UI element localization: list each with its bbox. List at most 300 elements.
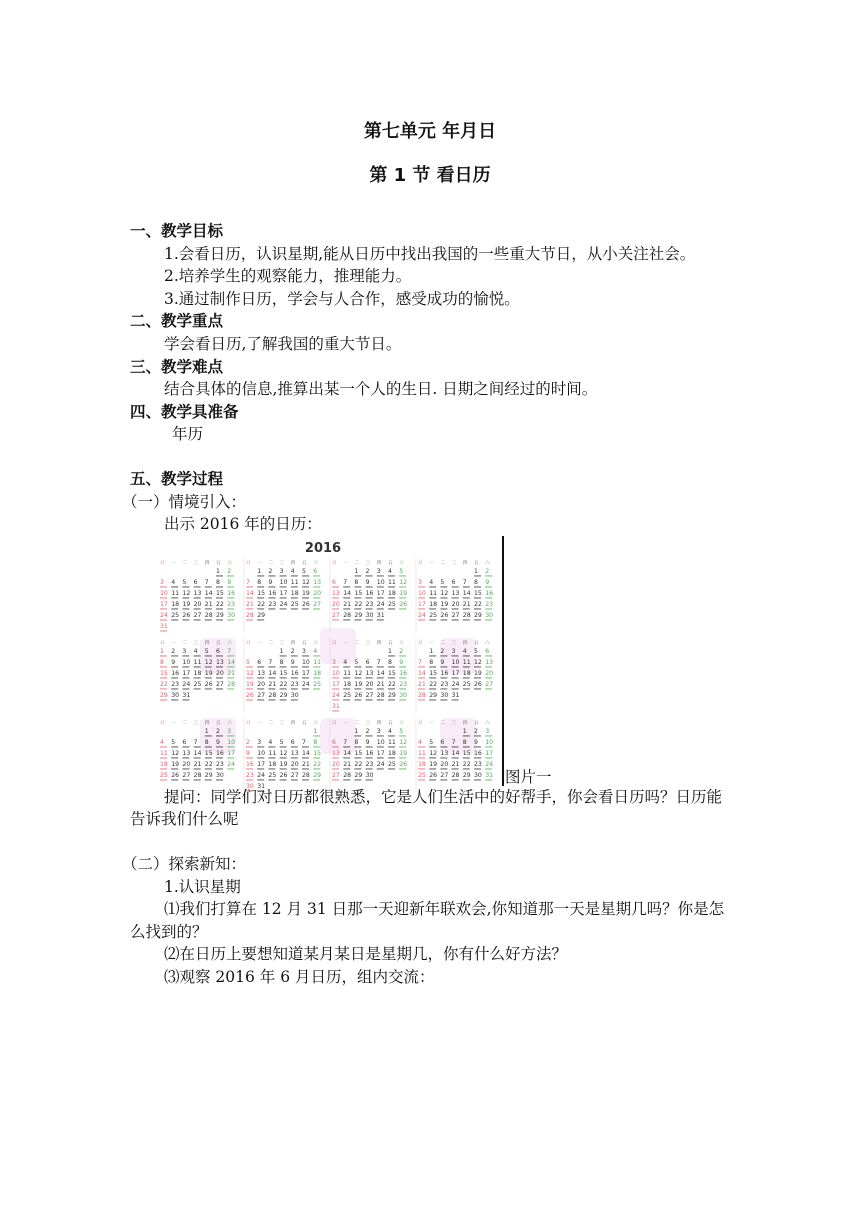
svg-text:14: 14	[204, 589, 213, 597]
svg-text:13: 13	[216, 658, 224, 666]
svg-text:1: 1	[204, 727, 209, 735]
svg-text:1: 1	[160, 647, 164, 655]
svg-text:9: 9	[171, 658, 176, 666]
svg-text:14: 14	[462, 589, 471, 597]
svg-text:4: 4	[290, 567, 295, 575]
svg-text:7: 7	[451, 738, 456, 746]
svg-text:3: 3	[279, 567, 284, 575]
svg-text:20: 20	[365, 680, 374, 688]
svg-text:14: 14	[451, 749, 460, 757]
svg-text:3: 3	[182, 647, 187, 655]
svg-text:一: 一	[429, 640, 434, 646]
svg-text:31: 31	[160, 622, 168, 630]
svg-text:日: 日	[418, 560, 423, 566]
svg-text:13: 13	[485, 658, 494, 666]
svg-text:23: 23	[365, 760, 374, 768]
svg-text:9: 9	[365, 738, 370, 746]
svg-text:23: 23	[440, 680, 449, 688]
svg-text:30: 30	[290, 691, 299, 699]
svg-text:15: 15	[462, 749, 471, 757]
svg-text:29: 29	[257, 611, 266, 619]
svg-text:11: 11	[268, 749, 277, 757]
svg-text:六: 六	[399, 720, 404, 726]
heading-materials: 四、教学具准备	[130, 402, 239, 421]
svg-text:15: 15	[388, 669, 396, 677]
svg-text:5: 5	[429, 738, 434, 746]
svg-text:日: 日	[160, 640, 165, 646]
svg-text:5: 5	[182, 578, 187, 586]
svg-text:二: 二	[268, 640, 273, 646]
svg-text:一: 一	[257, 720, 262, 726]
question-1: ⑴我们打算在 12 月 31 日那一天迎新年联欢会,你知道那一天是星期几吗？你是怎么找到的？	[130, 900, 725, 941]
svg-text:5: 5	[171, 738, 176, 746]
svg-text:30: 30	[365, 771, 374, 779]
svg-text:3: 3	[451, 647, 456, 655]
svg-text:7: 7	[343, 578, 348, 586]
svg-text:24: 24	[376, 600, 385, 608]
svg-text:22: 22	[354, 760, 363, 768]
svg-text:10: 10	[332, 669, 340, 677]
svg-text:20: 20	[313, 589, 322, 597]
svg-text:15: 15	[160, 669, 168, 677]
svg-text:29: 29	[354, 771, 363, 779]
svg-text:24: 24	[332, 691, 340, 699]
svg-text:三: 三	[193, 640, 199, 646]
svg-text:31: 31	[485, 771, 494, 779]
svg-text:10: 10	[376, 578, 385, 586]
svg-text:5: 5	[399, 727, 404, 735]
svg-text:18: 18	[171, 600, 180, 608]
svg-text:30: 30	[246, 782, 254, 790]
svg-text:日: 日	[160, 560, 165, 566]
svg-text:12: 12	[204, 658, 213, 666]
svg-text:10: 10	[302, 658, 310, 666]
svg-text:2: 2	[365, 727, 370, 735]
svg-text:三: 三	[279, 640, 285, 646]
svg-text:15: 15	[216, 589, 224, 597]
svg-text:27: 27	[182, 771, 191, 779]
svg-text:29: 29	[462, 771, 471, 779]
svg-text:23: 23	[485, 600, 494, 608]
svg-text:五: 五	[388, 720, 393, 726]
svg-text:18: 18	[388, 749, 396, 757]
svg-text:日: 日	[246, 720, 251, 726]
svg-text:二: 二	[354, 560, 359, 566]
part2-label: （二）探索新知：	[122, 854, 247, 873]
svg-text:18: 18	[462, 669, 471, 677]
svg-text:3: 3	[418, 578, 422, 586]
svg-text:2: 2	[227, 567, 232, 575]
svg-text:一: 一	[171, 720, 176, 726]
svg-text:28: 28	[268, 691, 277, 699]
svg-text:六: 六	[313, 640, 318, 646]
svg-text:7: 7	[343, 738, 348, 746]
svg-text:二: 二	[440, 720, 445, 726]
svg-text:五: 五	[474, 560, 479, 566]
svg-text:20: 20	[451, 600, 460, 608]
svg-text:日: 日	[332, 720, 337, 726]
svg-text:9: 9	[474, 738, 478, 746]
svg-text:16: 16	[440, 669, 449, 677]
svg-text:1: 1	[354, 567, 359, 575]
svg-text:三: 三	[279, 560, 285, 566]
svg-text:24: 24	[418, 611, 426, 619]
svg-text:28: 28	[227, 680, 236, 688]
svg-text:8: 8	[429, 658, 434, 666]
svg-text:5: 5	[399, 567, 404, 575]
svg-text:17: 17	[332, 680, 340, 688]
svg-text:五: 五	[216, 720, 221, 726]
svg-text:14: 14	[302, 749, 310, 757]
svg-text:31: 31	[182, 691, 191, 699]
svg-text:19: 19	[399, 749, 408, 757]
svg-text:22: 22	[429, 680, 438, 688]
svg-text:10: 10	[376, 738, 385, 746]
svg-text:31: 31	[332, 702, 340, 710]
svg-text:三: 三	[193, 720, 199, 726]
svg-text:8: 8	[313, 738, 318, 746]
svg-text:29: 29	[474, 611, 482, 619]
svg-text:25: 25	[388, 600, 396, 608]
svg-text:17: 17	[485, 749, 494, 757]
svg-text:26: 26	[399, 760, 408, 768]
svg-text:18: 18	[160, 760, 168, 768]
svg-text:10: 10	[257, 749, 266, 757]
svg-text:一: 一	[171, 640, 176, 646]
svg-text:5: 5	[354, 658, 359, 666]
svg-text:26: 26	[429, 771, 438, 779]
svg-text:15: 15	[257, 589, 266, 597]
svg-text:17: 17	[257, 760, 266, 768]
svg-text:四: 四	[462, 720, 468, 726]
svg-text:26: 26	[354, 691, 363, 699]
svg-text:23: 23	[268, 600, 277, 608]
svg-text:24: 24	[485, 760, 494, 768]
svg-text:二: 二	[354, 720, 359, 726]
svg-text:19: 19	[440, 600, 449, 608]
svg-text:16: 16	[290, 669, 299, 677]
difficulties-text: 结合具体的信息,推算出某一个人的生日. 日期之间经过的时间。	[164, 380, 598, 399]
svg-text:4: 4	[388, 567, 392, 575]
svg-text:20: 20	[290, 760, 299, 768]
svg-text:11: 11	[343, 669, 352, 677]
svg-text:日: 日	[332, 640, 337, 646]
svg-text:六: 六	[227, 720, 232, 726]
svg-text:三: 三	[451, 720, 457, 726]
svg-text:16: 16	[399, 669, 408, 677]
svg-text:15: 15	[204, 749, 213, 757]
svg-text:1: 1	[462, 727, 467, 735]
svg-text:28: 28	[418, 691, 426, 699]
svg-text:2: 2	[399, 647, 404, 655]
svg-text:30: 30	[365, 611, 374, 619]
svg-text:26: 26	[399, 600, 408, 608]
svg-text:17: 17	[376, 749, 385, 757]
calendar-year: 2016	[304, 540, 342, 556]
svg-text:27: 27	[485, 680, 494, 688]
svg-text:27: 27	[451, 611, 460, 619]
svg-text:1: 1	[313, 727, 318, 735]
svg-text:27: 27	[257, 691, 266, 699]
svg-text:四: 四	[376, 720, 382, 726]
svg-text:六: 六	[485, 640, 490, 646]
svg-text:7: 7	[246, 578, 250, 586]
svg-text:17: 17	[182, 669, 191, 677]
svg-text:12: 12	[182, 589, 191, 597]
calendar-figure	[130, 536, 732, 790]
svg-text:二: 二	[268, 720, 273, 726]
svg-text:9: 9	[268, 578, 273, 586]
svg-text:一: 一	[257, 640, 262, 646]
svg-text:28: 28	[246, 611, 254, 619]
svg-text:31: 31	[257, 782, 266, 790]
svg-text:24: 24	[302, 680, 310, 688]
svg-text:10: 10	[227, 738, 236, 746]
svg-text:26: 26	[204, 680, 213, 688]
svg-text:六: 六	[485, 720, 490, 726]
svg-text:12: 12	[279, 749, 288, 757]
svg-text:四: 四	[376, 640, 382, 646]
svg-text:21: 21	[376, 680, 385, 688]
svg-text:六: 六	[313, 560, 318, 566]
svg-text:1: 1	[354, 727, 359, 735]
svg-text:20: 20	[485, 669, 494, 677]
svg-text:21: 21	[193, 760, 202, 768]
svg-text:3: 3	[376, 727, 381, 735]
svg-text:1: 1	[216, 567, 220, 575]
svg-text:10: 10	[182, 658, 191, 666]
svg-text:16: 16	[227, 589, 236, 597]
svg-text:25: 25	[418, 771, 426, 779]
svg-text:六: 六	[227, 560, 232, 566]
svg-text:29: 29	[160, 691, 168, 699]
svg-text:8: 8	[354, 738, 359, 746]
svg-text:17: 17	[227, 749, 236, 757]
svg-text:18: 18	[429, 600, 438, 608]
svg-text:25: 25	[160, 771, 168, 779]
svg-text:二: 二	[182, 720, 187, 726]
svg-text:11: 11	[160, 749, 168, 757]
svg-text:5: 5	[474, 647, 478, 655]
svg-text:6: 6	[257, 658, 262, 666]
svg-text:11: 11	[462, 658, 471, 666]
svg-text:16: 16	[365, 749, 374, 757]
svg-text:27: 27	[365, 691, 374, 699]
svg-text:6: 6	[365, 658, 370, 666]
svg-text:23: 23	[171, 680, 180, 688]
svg-text:2: 2	[246, 738, 250, 746]
svg-text:6: 6	[440, 738, 445, 746]
svg-text:19: 19	[302, 589, 310, 597]
svg-text:9: 9	[290, 658, 295, 666]
svg-text:24: 24	[279, 600, 288, 608]
svg-text:25: 25	[388, 760, 396, 768]
svg-text:四: 四	[204, 560, 210, 566]
svg-text:20: 20	[440, 760, 449, 768]
svg-text:16: 16	[171, 669, 180, 677]
objective-3: 3.通过制作日历，学会与人合作，感受成功的愉悦。	[164, 289, 520, 308]
svg-text:5: 5	[279, 738, 284, 746]
svg-text:14: 14	[343, 589, 352, 597]
svg-text:1: 1	[279, 647, 284, 655]
svg-text:1: 1	[257, 567, 262, 575]
svg-text:11: 11	[290, 578, 299, 586]
svg-text:五: 五	[474, 640, 479, 646]
svg-text:30: 30	[227, 611, 236, 619]
svg-text:24: 24	[451, 680, 460, 688]
svg-text:23: 23	[474, 760, 482, 768]
heading-difficulties: 三、教学难点	[130, 357, 224, 376]
svg-text:18: 18	[343, 680, 352, 688]
svg-text:16: 16	[485, 589, 494, 597]
svg-text:11: 11	[388, 578, 396, 586]
svg-text:一: 一	[343, 560, 348, 566]
svg-text:19: 19	[279, 760, 288, 768]
svg-text:25: 25	[343, 691, 352, 699]
svg-text:18: 18	[193, 669, 202, 677]
svg-text:三: 三	[365, 720, 371, 726]
svg-text:17: 17	[302, 669, 310, 677]
svg-text:3: 3	[332, 658, 336, 666]
svg-text:30: 30	[216, 771, 224, 779]
svg-text:2: 2	[440, 647, 445, 655]
svg-text:5: 5	[204, 647, 209, 655]
svg-text:23: 23	[399, 680, 408, 688]
svg-text:21: 21	[462, 600, 471, 608]
show-calendar-text: 出示 2016 年的日历：	[164, 515, 322, 534]
svg-text:21: 21	[204, 600, 213, 608]
svg-text:4: 4	[429, 578, 434, 586]
svg-text:一: 一	[429, 720, 434, 726]
svg-text:31: 31	[451, 691, 460, 699]
svg-text:20: 20	[332, 600, 340, 608]
svg-text:15: 15	[474, 589, 482, 597]
heading-key-points: 二、教学重点	[130, 312, 224, 331]
svg-text:四: 四	[204, 720, 210, 726]
svg-text:14: 14	[343, 749, 352, 757]
svg-text:9: 9	[485, 578, 490, 586]
svg-text:10: 10	[279, 578, 288, 586]
svg-text:五: 五	[302, 640, 307, 646]
svg-text:4: 4	[268, 738, 273, 746]
svg-text:一: 一	[257, 560, 262, 566]
section-title: 第 1 节 看日历	[369, 165, 491, 186]
svg-text:一: 一	[429, 560, 434, 566]
svg-text:一: 一	[171, 560, 176, 566]
svg-text:24: 24	[160, 611, 168, 619]
svg-text:7: 7	[204, 578, 209, 586]
svg-text:10: 10	[160, 589, 168, 597]
svg-text:6: 6	[451, 578, 456, 586]
svg-text:25: 25	[268, 771, 277, 779]
svg-text:8: 8	[160, 658, 164, 666]
svg-text:4: 4	[388, 727, 392, 735]
svg-text:3: 3	[485, 727, 490, 735]
svg-text:四: 四	[290, 560, 296, 566]
objective-2: 2.培养学生的观察能力，推理能力。	[164, 267, 412, 286]
svg-text:27: 27	[193, 611, 202, 619]
svg-text:18: 18	[290, 589, 299, 597]
svg-text:10: 10	[418, 589, 426, 597]
materials-text: 年历	[172, 425, 204, 444]
svg-text:25: 25	[462, 680, 471, 688]
svg-text:一: 一	[343, 720, 348, 726]
svg-text:三: 三	[451, 640, 457, 646]
svg-text:23: 23	[365, 600, 374, 608]
svg-text:19: 19	[246, 680, 254, 688]
svg-text:31: 31	[376, 611, 385, 619]
svg-text:25: 25	[290, 600, 299, 608]
svg-text:21: 21	[343, 600, 352, 608]
item1-label: 1.认识星期	[164, 877, 241, 896]
objective-1: 1.会看日历，认识星期,能从日历中找出我国的一些重大节日，从小关注社会。	[164, 244, 696, 263]
svg-text:2: 2	[216, 727, 220, 735]
svg-text:12: 12	[440, 589, 449, 597]
svg-text:六: 六	[313, 720, 318, 726]
svg-text:26: 26	[440, 611, 449, 619]
svg-text:26: 26	[302, 600, 310, 608]
svg-text:30: 30	[171, 691, 180, 699]
svg-text:二: 二	[440, 560, 445, 566]
svg-text:六: 六	[399, 560, 404, 566]
svg-text:4: 4	[462, 647, 467, 655]
svg-text:20: 20	[193, 600, 202, 608]
heading-objectives: 一、教学目标	[130, 222, 224, 240]
svg-text:5: 5	[246, 658, 250, 666]
svg-text:4: 4	[343, 658, 348, 666]
svg-text:日: 日	[418, 640, 423, 646]
svg-text:25: 25	[313, 680, 322, 688]
svg-text:17: 17	[451, 669, 460, 677]
svg-text:9: 9	[365, 578, 370, 586]
svg-text:8: 8	[216, 578, 220, 586]
svg-text:19: 19	[171, 760, 180, 768]
svg-text:3: 3	[376, 567, 381, 575]
key-points-text: 学会看日历,了解我国的重大节日。	[164, 334, 402, 353]
svg-text:12: 12	[474, 658, 482, 666]
svg-text:13: 13	[182, 749, 191, 757]
svg-text:7: 7	[418, 658, 422, 666]
svg-text:11: 11	[313, 658, 322, 666]
svg-text:21: 21	[343, 760, 352, 768]
svg-text:13: 13	[365, 669, 374, 677]
svg-text:28: 28	[376, 691, 385, 699]
svg-text:二: 二	[440, 640, 445, 646]
svg-text:15: 15	[429, 669, 438, 677]
svg-text:日: 日	[160, 720, 165, 726]
question-2: ⑵在日历上要想知道某月某日是星期几，你有什么好方法？	[164, 945, 568, 964]
svg-text:3: 3	[257, 738, 262, 746]
svg-text:24: 24	[227, 760, 236, 768]
svg-text:五: 五	[388, 640, 393, 646]
svg-text:14: 14	[193, 749, 202, 757]
svg-text:14: 14	[246, 589, 254, 597]
svg-text:26: 26	[171, 771, 180, 779]
svg-text:12: 12	[302, 578, 310, 586]
svg-text:29: 29	[429, 691, 438, 699]
svg-text:8: 8	[279, 658, 284, 666]
svg-text:9: 9	[216, 738, 220, 746]
svg-text:23: 23	[227, 600, 236, 608]
svg-text:28: 28	[451, 771, 460, 779]
svg-text:15: 15	[354, 749, 363, 757]
svg-text:16: 16	[268, 589, 277, 597]
svg-text:29: 29	[313, 771, 322, 779]
svg-text:9: 9	[440, 658, 445, 666]
svg-text:15: 15	[354, 589, 363, 597]
unit-title: 第七单元 年月日	[363, 121, 497, 142]
svg-text:18: 18	[313, 669, 322, 677]
